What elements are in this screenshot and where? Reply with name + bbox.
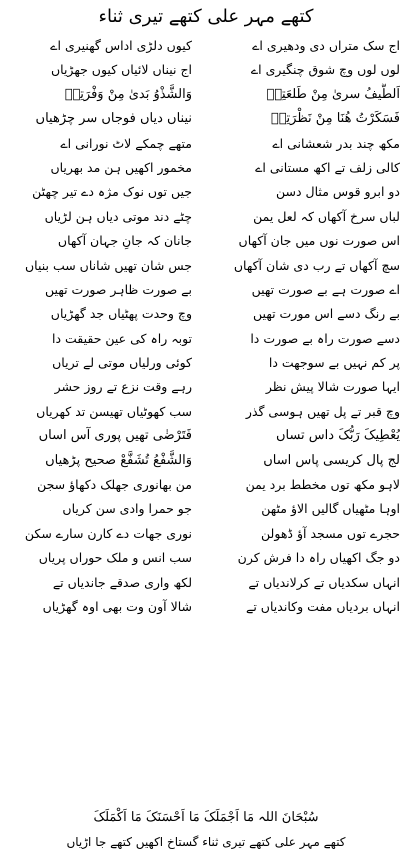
- couplet-row: [0, 107, 412, 131]
- couplet-row: [0, 522, 412, 546]
- couplet-row: [0, 180, 412, 204]
- couplet-row: [0, 375, 412, 399]
- couplet-row: [0, 473, 412, 497]
- verse-right: اج سک متراں دی ودھیری اے: [252, 38, 400, 53]
- verse-left: وچ وحدت پھٹیاں جد گھڑیاں: [50, 306, 192, 322]
- verse-right: بے رنگ دسے اس مورت تھیں: [253, 306, 400, 322]
- verse-right: حجرے توں مسجد آؤ ڈھولن: [261, 525, 400, 541]
- verse-right: انہاں بردیاں مفت وکاندیاں تے: [246, 598, 400, 614]
- verse-left: شالا آون وت بھی اوہ گھڑیاں: [42, 598, 192, 614]
- verse-left: جانان کہ جانِ جہان آکھاں: [57, 233, 192, 249]
- verse-right: مکھ چند بدر شعشانی اے: [272, 135, 400, 151]
- verse-left: لکھ واری صدقے جاندیاں تے: [52, 574, 192, 590]
- verse-right: کالی زلف تے اکھ مستانی اے: [255, 159, 400, 175]
- verse-right: دسے صورت راہ بے صورت دا: [250, 330, 400, 346]
- verse-left: توبہ راہ کی عین حقیقت دا: [51, 330, 192, 346]
- verse-left: من بھانوری جھلک دکھاؤ سجن: [37, 477, 192, 493]
- verse-right: لباں سرخ آکھاں کہ لعل یمن: [253, 208, 400, 224]
- couplet-list: [0, 34, 412, 619]
- verse-left: اج نیناں لائیاں کیوں جھڑیاں: [50, 62, 192, 78]
- verse-right: لج پال کریسی پاس اساں: [263, 452, 400, 468]
- verse-right: یُعْطِیکَ رَبُّکَ داس تساں: [275, 428, 400, 444]
- verse-right: فَسَکَرْتُ هُنَا مِنْ نَظْرَتِهٖ: [270, 111, 400, 127]
- verse-left: سب انس و ملک حوراں پریاں: [38, 550, 192, 566]
- couplet-row: [0, 254, 412, 278]
- verse-right: اے صورت ہے بے صورت تھیں: [251, 281, 400, 297]
- couplet-row: [0, 327, 412, 351]
- verse-left: وَالشَّفْعُ تُشَفَّعْ صحیح پڑھیاں: [45, 452, 192, 468]
- couplet-row: [0, 351, 412, 375]
- verse-left: فَتَرْضٰی تھیں پوری آس اساں: [38, 428, 192, 444]
- verse-left: نیناں دیاں فوجاں سر چڑھیاں: [35, 111, 192, 127]
- verse-left: کوئی ورلیاں موتی لے تریاں: [52, 355, 192, 371]
- couplet-row: [0, 595, 412, 619]
- verse-right: پر کم نہیں بے سوجھت دا: [268, 355, 400, 371]
- verse-right: لوں لوں وچ شوق چنگیری اے: [250, 62, 400, 78]
- couplet-row: [0, 449, 412, 473]
- couplet-row: [0, 424, 412, 448]
- verse-right: سچ آکھاں تے رب دی شان آکھاں: [233, 257, 400, 273]
- verse-left: متھے چمکے لاٹ نورانی اے: [60, 135, 192, 151]
- couplet-row: [0, 278, 412, 302]
- verse-left: رہے وقت نزع تے روز حشر: [54, 379, 192, 395]
- couplet-row: [0, 302, 412, 326]
- verse-right: انہاں سکدیاں تے کرلاندیاں تے: [248, 574, 400, 590]
- couplet-row: [0, 229, 412, 253]
- couplet-row: [0, 83, 412, 107]
- verse-right: اَلطَّیفُ سریٰ مِنْ طَلعَتِهٖ: [266, 86, 400, 102]
- verse-right: دو ابرو قوس مثال دسن: [276, 184, 400, 200]
- footer-arabic-line: سُبْحَانَ اللہ مَا اَجْمَلَکَ مَا اَحْسَنَکَ مَا اَکْمَلَکَ: [93, 810, 319, 825]
- verse-left: سب کھوٹیاں تھیسن تد کھریاں: [36, 403, 192, 419]
- poem-title: کتھے مہر علی کتھے تیری ثناء: [98, 6, 314, 27]
- verse-right: اس صورت نوں میں جان آکھاں: [238, 233, 400, 249]
- verse-right: اوہا مٹھیاں گالیں الاؤ مٹھن: [261, 501, 400, 517]
- footer-closing-line: کتھے مہر علی کتھے تیری ثناء گستاخ اکھیں کتھے جا اڑیاں: [66, 835, 346, 849]
- couplet-row: [0, 497, 412, 521]
- couplet-row: [0, 205, 412, 229]
- couplet-row: [0, 156, 412, 180]
- couplet-row: [0, 546, 412, 570]
- verse-left: وَالشَّذْوُ بَدیٰ مِنْ وَفْرَتِهٖ: [64, 86, 192, 102]
- verse-left: نوری جھات دے کارن سارے سکن: [24, 525, 192, 541]
- verse-left: مخمور اکھیں ہن مد بھریاں: [50, 159, 192, 175]
- verse-left: چٹے دند موتی دیاں ہن لڑیاں: [44, 208, 192, 224]
- couplet-row: [0, 34, 412, 58]
- verse-right: لاہو مکھ توں مخطط برد یمن: [245, 477, 400, 493]
- verse-left: جس شان تھیں شاناں سب بنیاں: [24, 257, 192, 273]
- verse-right: وچ قبر تے پل تھیں ہوسی گذر: [245, 403, 400, 419]
- couplet-row: [0, 571, 412, 595]
- verse-right: دو جگ اکھیاں راہ دا فرش کرن: [237, 550, 400, 566]
- verse-left: بے صورت ظاہر صورت تھیں: [45, 281, 192, 297]
- verse-left: جیں توں نوک مژہ دے تیر چھٹن: [32, 184, 192, 200]
- verse-left: کیوں دلڑی اداس گھنیری اے: [50, 38, 192, 53]
- couplet-row: [0, 58, 412, 82]
- verse-left: جو حمرا وادی سن کریاں: [62, 501, 192, 517]
- couplet-row: [0, 132, 412, 156]
- verse-right: ایہا صورت شالا پیش نظر: [265, 379, 400, 395]
- couplet-row: [0, 400, 412, 424]
